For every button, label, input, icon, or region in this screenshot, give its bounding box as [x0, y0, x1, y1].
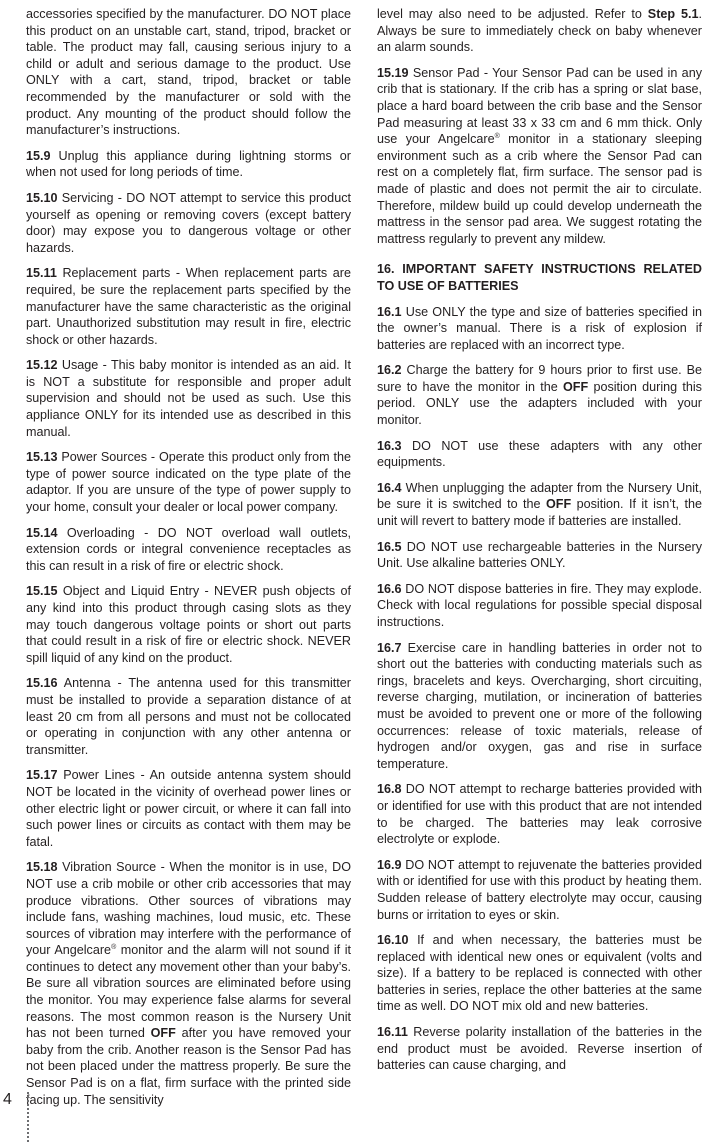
item-text-end: position. If it isn’t, the unit will revert to battery mode if batteries are installed.: [377, 497, 702, 529]
item-number: 15.9: [26, 148, 51, 163]
item-text-cont: monitor in a stationary sleeping environment such as a crib where the Sensor Pad can rest on a completely flat, firm surface. The sensor pad is made of plastic and does not permit the air to circulate. Therefore, mildew build up could develop underneath the mattress in the sensor pad area. We suggest rotating the mattress regularly to prevent any mildew.: [377, 132, 702, 246]
item-text: Sensor Pad - Your Sensor Pad can be used in any crib that is stationary. If the crib has a spring or slat base, place a hard board between the crib base and the Sensor Pad measuring at least 33 x 33 cm and 6 mm thick. Only use your Angelcare: [377, 65, 702, 147]
item-number: 16.7: [377, 640, 402, 655]
item-text-end: position during this period. ONLY use the adapters included with your monitor.: [377, 379, 702, 428]
item-16-6: [377, 581, 702, 631]
item-15-15: [26, 583, 351, 666]
off-keyword: OFF: [150, 1026, 176, 1041]
page-number: 4: [3, 1091, 12, 1108]
item-16-11: [377, 1024, 702, 1074]
item-number: 16.9: [377, 857, 402, 872]
item-16-7: [377, 640, 702, 773]
item-text: Object and Liquid Entry - NEVER push objects of any kind into this product through casing slots as they may touch dangerous voltage points or short out parts that could result in a risk of fire or electric shock. NEVER spill liquid of any kind on the product.: [26, 584, 351, 665]
item-text: Exercise care in handling batteries in order not to short out the batteries with conducting materials such as rings, bracelets and keys. Overcharging, short circuiting, reverse charging, mutilation, or incineration of batteries must be avoided to prevent one or more of the following occurrences: release of toxic materials, release of hydrogen and/or oxygen, gas and rise in surface temperature.: [377, 640, 702, 771]
item-number: 15.11: [26, 266, 57, 281]
item-text: Power Sources - Operate this product only from the type of power source indicated on the type plate of the adaptor. If you are unsure of the type of power supply to your home, consult your dealer or local power company.: [26, 450, 351, 515]
item-15-12: [26, 357, 351, 440]
item-16-4: [377, 480, 702, 530]
item-number: 15.16: [26, 676, 58, 691]
item-16-2: [377, 362, 702, 428]
item-text: Power Lines - An outside antenna system should NOT be located in the vicinity of overhead power lines or other electric light or power circuit, or where it can fall into such power lines or circuits as contact with them may be fatal.: [26, 768, 352, 849]
item-number: 16.11: [377, 1025, 408, 1040]
item-15-13: [26, 449, 351, 515]
item-text: DO NOT attempt to recharge batteries provided with or identified for use with this product that are not intended to be charged. The batteries may leak corrosive electrolyte or explode.: [377, 782, 702, 847]
registered-mark: ®: [494, 133, 500, 141]
item-text: Reverse polarity installation of the batteries in the end product must be avoided. Reverse insertion of batteries can cause charging, and: [377, 1025, 702, 1073]
item-number: 15.18: [26, 860, 58, 875]
item-16-9: [377, 857, 702, 923]
item-number: 15.14: [26, 525, 58, 540]
item-16-1: [377, 304, 702, 354]
item-15-14: [26, 525, 351, 575]
item-15-9: [26, 148, 351, 181]
item-number: 15.12: [26, 358, 58, 373]
right-column: [377, 6, 702, 1083]
item-number: 16.1: [377, 304, 402, 319]
item-15-18: [26, 859, 351, 1108]
item-15-17: [26, 767, 351, 850]
off-keyword: OFF: [562, 379, 589, 394]
item-15-11: [26, 265, 351, 348]
item-16-10: [377, 932, 702, 1015]
item-text: Antenna - The antenna used for this transmitter must be installed to provide a separation distance of at least 20 cm from all persons and must not be collocated or operating in conjunction with any other antenna or transmitter.: [26, 676, 351, 757]
continued-paragraph: [377, 6, 702, 56]
item-number: 15.15: [26, 584, 58, 599]
item-text: DO NOT use these adapters with any other equipments.: [377, 438, 702, 470]
item-number: 16.3: [377, 438, 402, 453]
item-text: Use ONLY the type and size of batteries specified in the owner’s manual. There is a risk of explosion if batteries are replaced with an incorrect type.: [377, 304, 702, 352]
item-text: DO NOT dispose batteries in fire. They may explode. Check with local regulations for possible special disposal instructions.: [377, 581, 702, 629]
item-text: Replacement parts - When replacement parts are required, be sure the replacement parts specified by the manufacturer have the same characteristic as the original part. Unauthorized substitution may result in fire, electric shock or other hazards.: [26, 266, 351, 347]
item-15-19: [377, 65, 702, 248]
item-text: Charge the battery for 9 hours prior to first use. Be sure to have the monitor in the: [377, 363, 702, 394]
item-16-8: [377, 781, 702, 847]
dotted-rule: [27, 1092, 29, 1142]
left-column: [26, 6, 351, 1117]
item-number: 16.10: [377, 933, 409, 948]
item-text: Vibration Source - When the monitor is in use, DO NOT use a crib mobile or other crib accessories that may produce vibrations. Other sources of vibrations may include fans, washing machines, loud music, etc. These sources of vibration may interfere with the performance of your Angelcare: [26, 860, 351, 958]
item-text: DO NOT use rechargeable batteries in the Nursery Unit. Use alkaline batteries ONLY.: [377, 539, 702, 571]
item-text: When unplugging the adapter from the Nursery Unit, be sure it is switched to the: [377, 480, 702, 512]
item-15-16: [26, 675, 351, 758]
item-15-10: [26, 190, 351, 256]
item-text: Servicing - DO NOT attempt to service this product yourself as opening or removing covers (except battery door) may expose you to dangerous voltage or other hazards.: [26, 190, 351, 255]
item-text-end: after you have removed your baby from the crib. Another reason is the Sensor Pad has not been placed under the mattress properly. Be sure the Sensor Pad is on a flat, firm surface with the printed side facing up. The sensitivity: [26, 1026, 351, 1107]
item-number: 16.2: [377, 363, 402, 378]
item-number: 16.6: [377, 581, 402, 596]
item-number: 15.13: [26, 450, 58, 465]
off-keyword: OFF: [546, 497, 572, 512]
item-16-5: [377, 539, 702, 572]
continued-text: level may also need to be adjusted. Refer to: [377, 7, 648, 21]
item-number: 16.4: [377, 480, 402, 495]
intro-paragraph: accessories specified by the manufacturer. DO NOT place this product on an unstable cart, stand, tripod, bracket or table. The product may fall, causing serious injury to a child or adult and serious damage to the product. Use ONLY with a cart, stand, tripod, bracket or table recommended by the manufacturer or sold with the product. Any mounting of the product should follow the manufacturer’s instructions.: [26, 7, 351, 138]
registered-mark: ®: [111, 944, 117, 952]
item-text: DO NOT attempt to rejuvenate the batteries provided with or identified for use with this product by heating them. Sudden release of battery electrolyte may occur, causing burns or irritation to eyes or skin.: [377, 857, 702, 922]
item-text: If and when necessary, the batteries must be replaced with identical new ones or equivalent (volts and size). If a battery to be replaced is connected with other batteries in series, replace the other batteries at the same time as well. DO NOT mix old and new batteries.: [377, 933, 702, 1014]
step-reference: Step 5.1: [647, 7, 699, 21]
item-number: 15.17: [26, 768, 58, 783]
continued-text-end: . Always be sure to immediately check on baby whenever an alarm sounds.: [377, 7, 702, 55]
item-number: 16.5: [377, 539, 402, 554]
item-text-cont: monitor and the alarm will not sound if it continues to detect any movement other than your baby’s. Be sure all vibration sources are eliminated before using the monitor. You may experience false alarms for several reasons. The most common reason is the Nursery Unit has not been turned: [26, 943, 351, 1041]
item-16-3: [377, 438, 702, 471]
item-number: 15.19: [377, 65, 409, 80]
section-heading: 16. IMPORTANT SAFETY INSTRUCTIONS RELATED TO USE OF BATTERIES: [377, 262, 702, 293]
item-text: Overloading - DO NOT overload wall outlets, extension cords or integral convenience receptacles as this can result in a risk of fire or electric shock.: [26, 525, 352, 573]
item-number: 15.10: [26, 190, 58, 205]
item-text: Usage - This baby monitor is intended as an aid. It is NOT a substitute for responsible and proper adult supervision and should not be used as such. Use this appliance ONLY for its intended use as described in this manual.: [26, 358, 352, 439]
item-number: 16.8: [377, 782, 402, 797]
item-text: Unplug this appliance during lightning storms or when not used for long periods of time.: [26, 148, 351, 180]
